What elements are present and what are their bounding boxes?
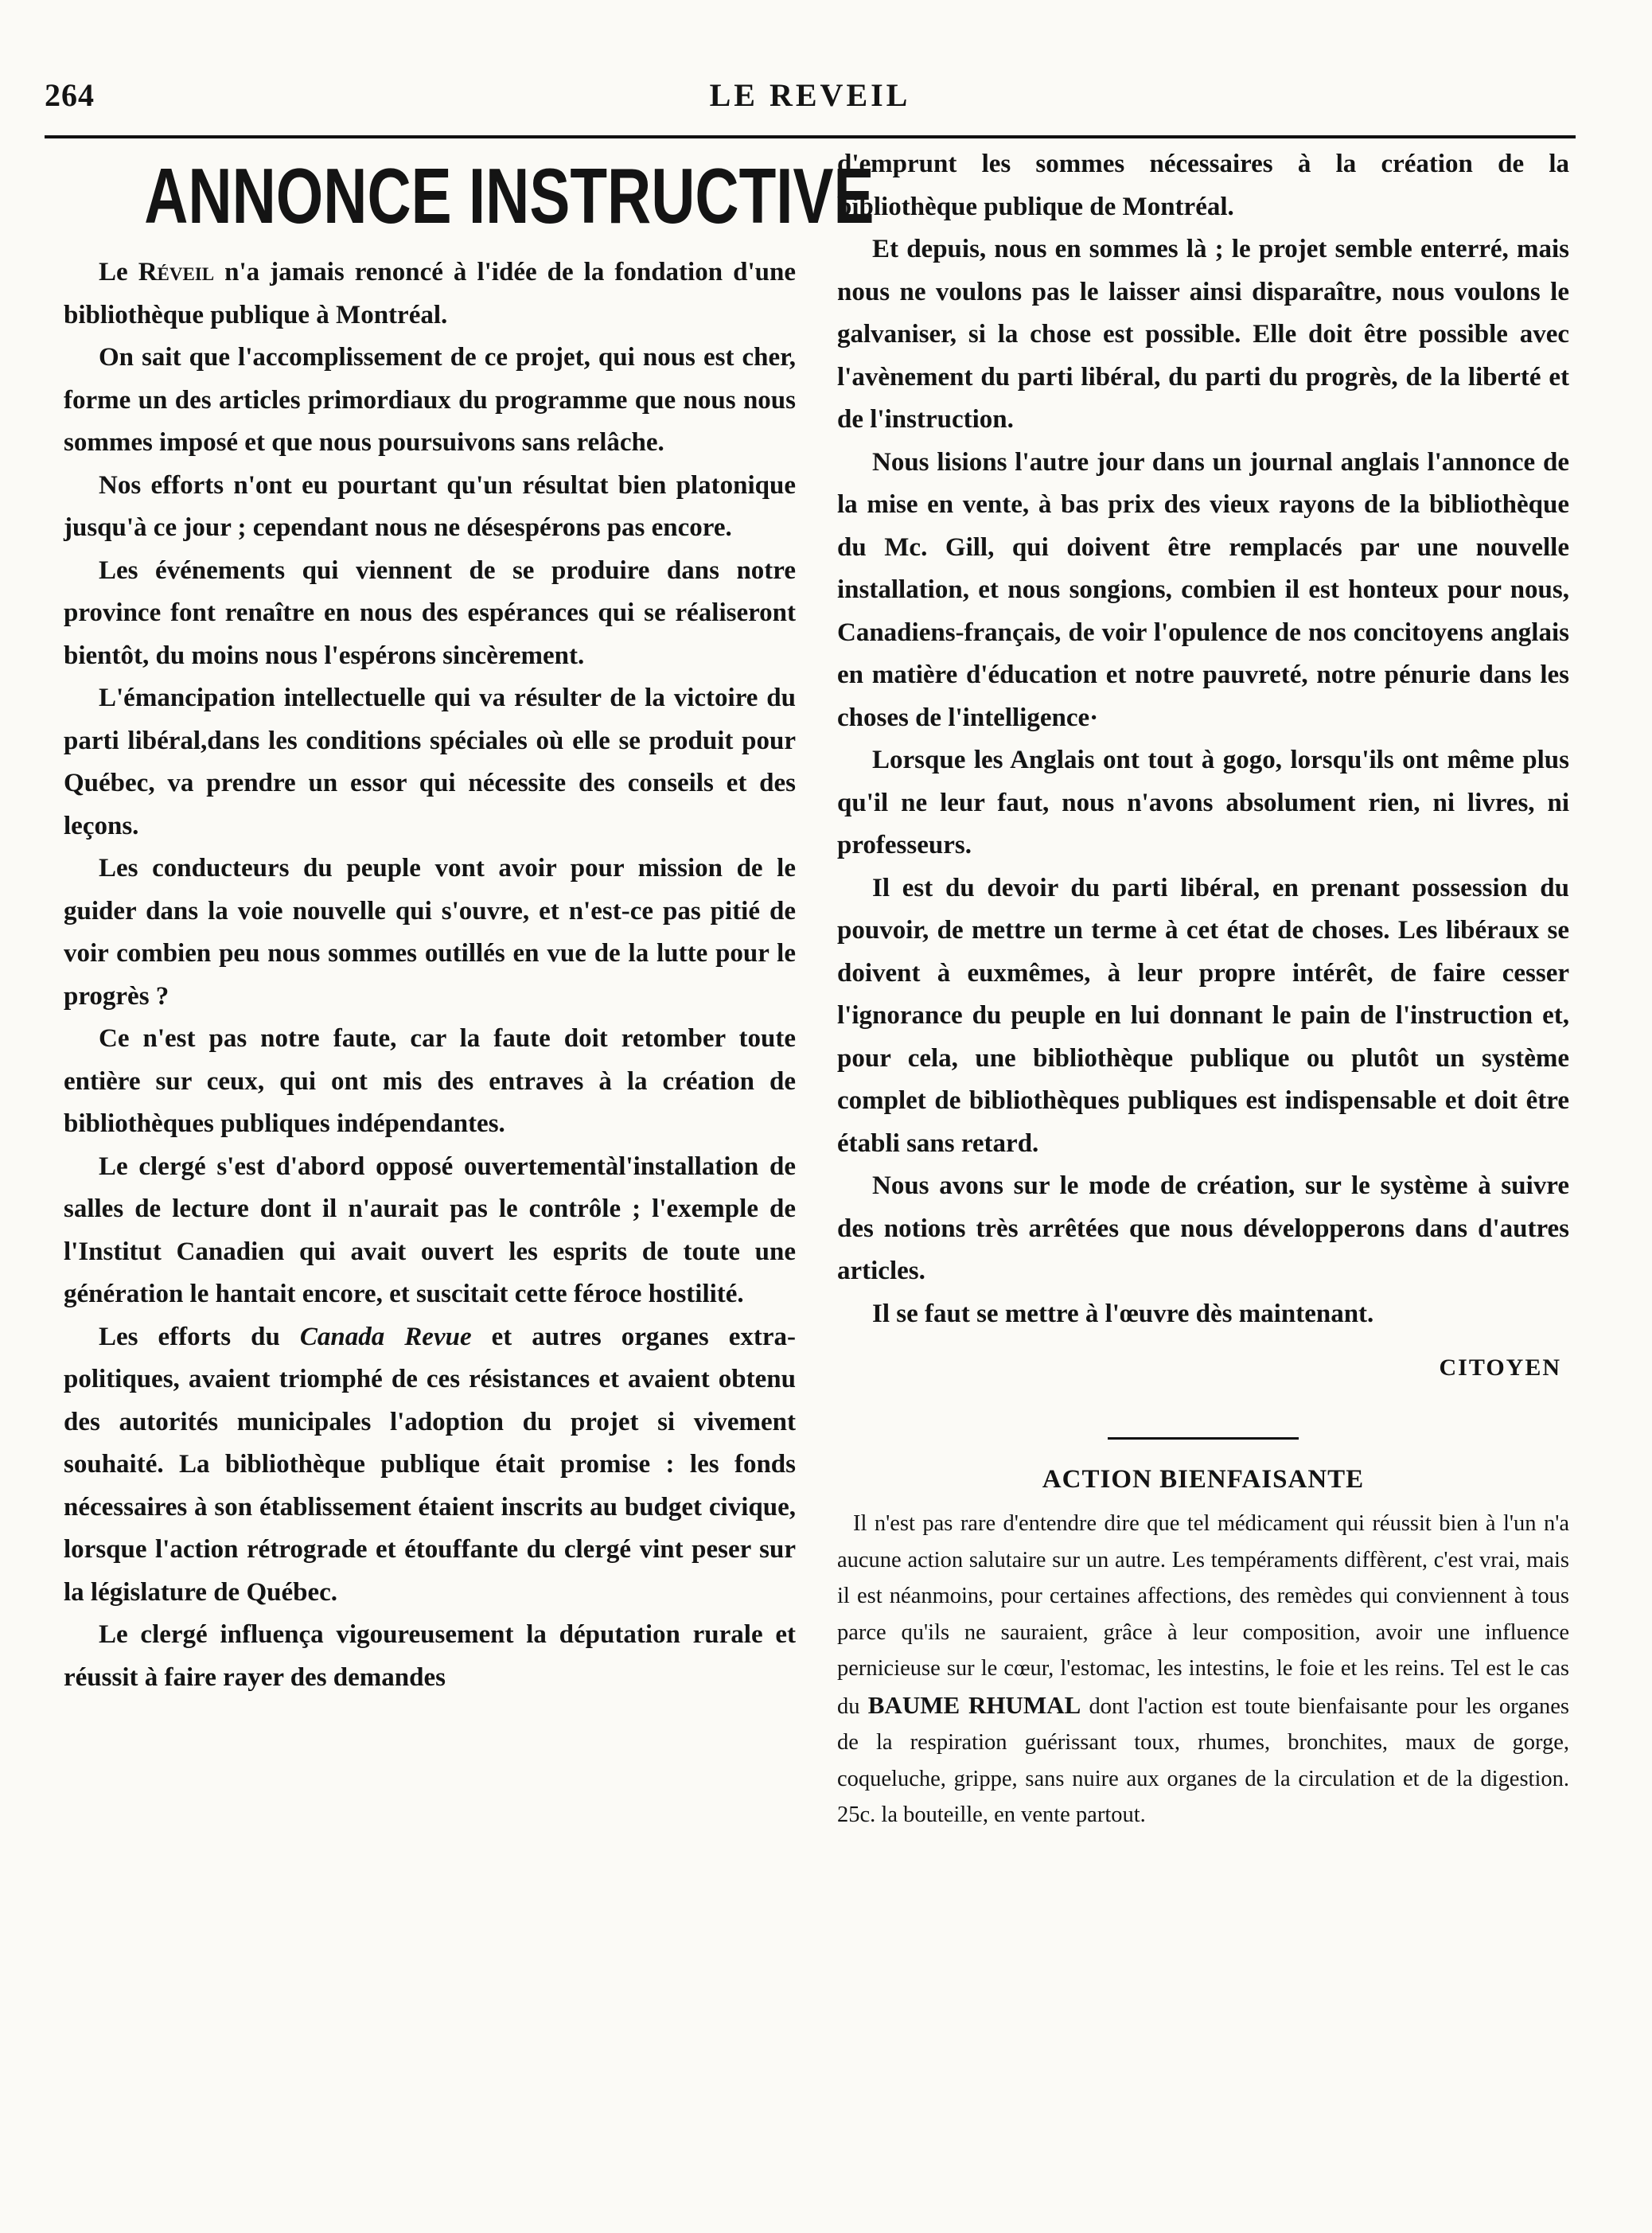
paragraph-11: Et depuis, nous en sommes là ; le projet semble enterré, mais nous ne voulons pas le laisser ainsi disparaître, nous voulons le galvaniser, si la chose est possible. Elle doit être possible avec l'avènement du parti libéral, du parti du progrès, de la liberté et de l'instruction. bbox=[837, 235, 1569, 434]
section-divider bbox=[1108, 1437, 1299, 1440]
advert-text bbox=[837, 1506, 1569, 1834]
paragraph-13: Lorsque les Anglais ont tout à gogo, lorsqu'ils ont même plus qu'il ne leur faut, nous n'avons absolument rien, ni livres, ni professeurs. bbox=[837, 746, 1569, 859]
advert-text-end: dont l'action est toute bienfaisante pour les organes de la respiration guérissant toux, rhumes, bronchites, maux de gorge, coqueluche, grippe, sans nuire aux organes de la circulation et de la digestion. 25c. la bouteille, en vente partout. bbox=[837, 1693, 1570, 1827]
p1-start: Le bbox=[99, 258, 138, 286]
paragraph-4: Les événements qui viennent de se produire dans notre province font renaître en nous des espérances qui se réaliseront bientôt, du moins nous l'espérons sincèrement. bbox=[64, 555, 796, 670]
paragraph-10: Le clergé influença vigoureusement la députation rurale et réussit à faire rayer des demandes bbox=[64, 1620, 796, 1692]
paragraph-16: Il se faut se mettre à l'œuvre dès maintenant. bbox=[872, 1299, 1374, 1328]
header-rule bbox=[45, 135, 1576, 138]
paragraph-10-continued: d'emprunt les sommes nécessaires à la création de la bibliothèque publique de Montréal. bbox=[837, 150, 1569, 221]
paragraph-12: Nous lisions l'autre jour dans un journal anglais l'annonce de la mise en vente, à bas prix des vieux rayons de la bibliothèque du Mc. Gill, qui doivent être remplacés par une nouvelle installation, et nous songions, combien il est honteux pour nous, Canadiens-français, de voir l'opulence de nos concitoyens anglais en matière d'éducation et notre pauvreté, notre pénurie dans les choses de l'intelligence· bbox=[837, 447, 1569, 732]
paragraph-6: Les conducteurs du peuple vont avoir pour mission de le guider dans la voie nouvelle qui s'ouvre, et n'est-ce pas pitié de voir combien peu nous sommes outillés en vue de la lutte pour le progrès ? bbox=[64, 854, 796, 1011]
left-column bbox=[64, 143, 875, 1699]
advert-text-start: Il n'est pas rare d'entendre dire que tel médicament qui réussit bien à l'un n'a aucune action salutaire sur un autre. Les tempéraments diffèrent, c'est vrai, mais il est néanmoins, pour certaines affections, des remèdes qui conviennent à tous parce qu'ils ne sauraient, grâce à leur composition, avoir une influence pernicieuse sur le cœur, l'estomac, les intestins, le foie et les reins. Tel est le cas du bbox=[837, 1511, 1569, 1719]
paragraph-5: L'émancipation intellectuelle qui va résulter de la victoire du parti libéral,dans les conditions spéciales où elle se produit pour Québec, va prendre un essor qui nécessite des conseils et des leçons. bbox=[64, 684, 796, 840]
paragraph-1 bbox=[64, 251, 796, 337]
advert-title: ACTION BIENFAISANTE bbox=[1042, 1465, 1365, 1494]
signature: CITOYEN bbox=[1439, 1354, 1561, 1381]
paragraph-15: Nous avons sur le mode de création, sur le système à suivre des notions très arrêtées que nous développerons dans d'autres articles. bbox=[837, 1171, 1569, 1285]
journal-title: LE REVEIL bbox=[709, 77, 911, 113]
paragraph-2: On sait que l'accomplissement de ce projet, qui nous est cher, forme un des articles primordiaux du programme que nous nous sommes imposé et que nous poursuivons sans relâche. bbox=[64, 343, 796, 457]
advert-product: BAUME RHUMAL bbox=[867, 1690, 1081, 1719]
right-column bbox=[837, 143, 1569, 1834]
p9-start: Les efforts du bbox=[99, 1322, 300, 1351]
page-header bbox=[45, 76, 1576, 124]
article-title: ANNONCE INSTRUCTIVE bbox=[144, 152, 875, 240]
paragraph-7: Ce n'est pas notre faute, car la faute doit retomber toute entière sur ceux, qui ont mis des entraves à la création de bibliothèques publiques indépendantes. bbox=[64, 1024, 796, 1138]
page-number: 264 bbox=[45, 77, 95, 113]
journal-name: Réveil bbox=[138, 258, 215, 286]
p9-rest: et autres organes extra-politiques, avaient triomphé de ces résistances et avaient obtenu des autorités municipales l'adoption du projet si vivement souhaité. La bibliothèque publique était promise : les fonds nécessaires à son établissement étaient inscrits au budget civique, lorsque l'action rétrograde et étouffante du clergé vint peser sur la législature de Québec. bbox=[64, 1322, 797, 1607]
paragraph-9 bbox=[64, 1316, 796, 1615]
paragraph-8: Le clergé s'est d'abord opposé ouvertementàl'installation de salles de lecture dont il n'aurait pas le contrôle ; l'exemple de l'Institut Canadien qui avait ouvert les esprits de toute une génération le hantait encore, et suscitait cette féroce hostilité. bbox=[64, 1152, 796, 1308]
paragraph-14: Il est du devoir du parti libéral, en prenant possession du pouvoir, de mettre un terme à cet état de choses. Les libéraux se doivent à euxmêmes, à leur propre intérêt, de faire cesser l'ignorance du peuple en lui donnant le pain de l'instruction et, pour cela, une bibliothèque publique ou plutôt un système complet de bibliothèques publiques est indispensable et doit être établi sans retard. bbox=[837, 873, 1569, 1158]
canada-revue: Canada Revue bbox=[299, 1322, 472, 1351]
paragraph-3: Nos efforts n'ont eu pourtant qu'un résultat bien platonique jusqu'à ce jour ; cependant nous ne désespérons pas encore. bbox=[64, 470, 796, 542]
p1-rest: n'a jamais renoncé à l'idée de la fondation d'une bibliothèque publique à Montréal. bbox=[64, 258, 796, 329]
